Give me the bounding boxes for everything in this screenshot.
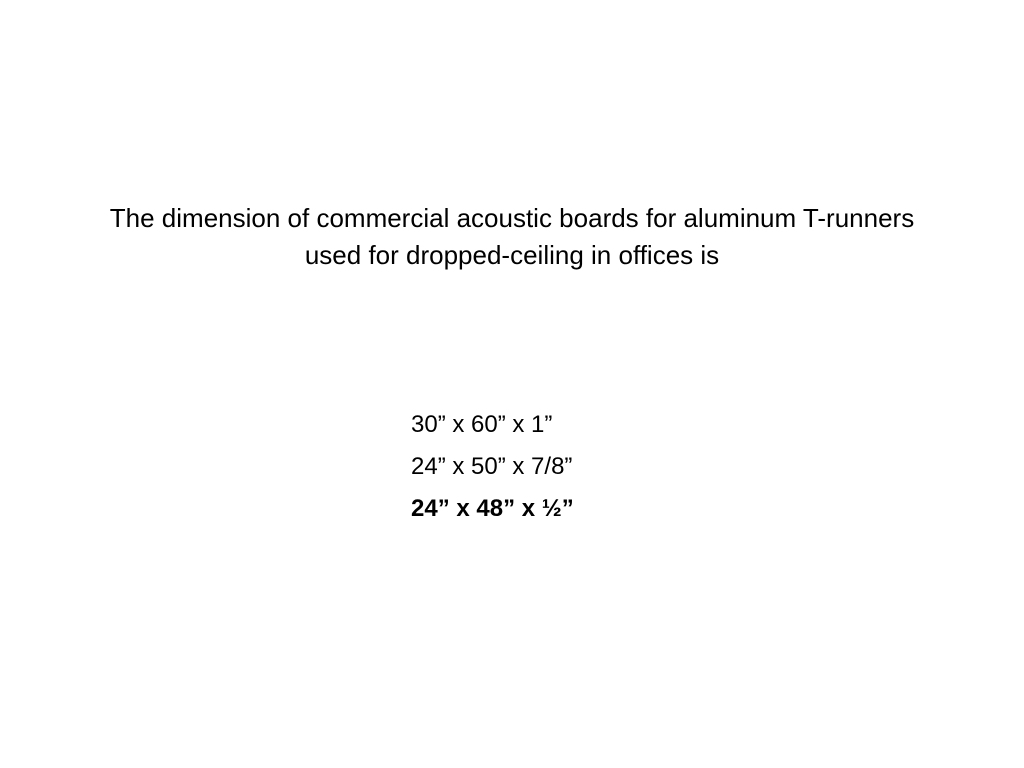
answer-options-list bbox=[411, 405, 574, 531]
answer-option: 30” x 60” x 1” bbox=[411, 411, 553, 438]
question-text: The dimension of commercial acoustic boards for aluminum T-runners used for dropped-ceiling in offices is bbox=[109, 203, 915, 270]
answer-option: 24” x 50” x 7/8” bbox=[411, 453, 573, 480]
answer-option-correct: 24” x 48” x ½” bbox=[411, 495, 574, 522]
